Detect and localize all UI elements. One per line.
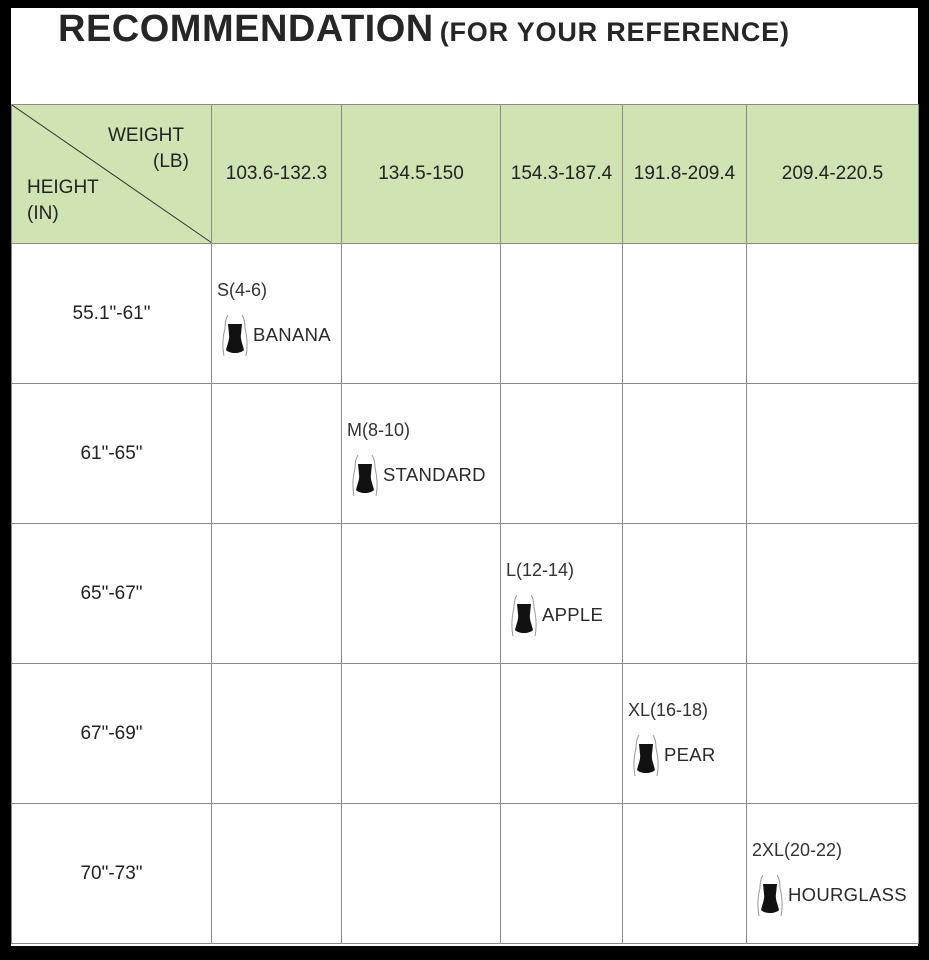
weight-header-1: 103.6-132.3 — [212, 105, 342, 244]
corner-header-cell — [12, 105, 212, 244]
title-sub: (FOR YOUR REFERENCE) — [439, 17, 790, 47]
body-shape-label: APPLE — [542, 604, 604, 625]
page-title — [58, 8, 790, 51]
empty-cell — [501, 804, 623, 944]
table-row — [12, 804, 919, 944]
empty-cell — [623, 804, 747, 944]
weight-header-5: 209.4-220.5 — [747, 105, 919, 244]
height-range-cell: 61"-65" — [12, 384, 212, 524]
empty-cell — [747, 244, 919, 384]
empty-cell — [623, 524, 747, 664]
body-shape — [629, 732, 716, 778]
body-shape — [348, 452, 486, 498]
standard-body-icon — [348, 452, 382, 498]
empty-cell — [623, 244, 747, 384]
empty-cell — [342, 664, 501, 804]
body-shape-label: PEAR — [664, 744, 716, 765]
body-shape-label: HOURGLASS — [788, 884, 907, 905]
body-shape-label: BANANA — [253, 324, 331, 345]
body-shape-label: STANDARD — [383, 464, 486, 485]
recommendation-cell — [212, 244, 342, 384]
recommendation-cell — [501, 524, 623, 664]
empty-cell — [501, 664, 623, 804]
table-row — [12, 384, 919, 524]
title-main: RECOMMENDATION — [58, 8, 434, 50]
pear-body-icon — [629, 732, 663, 778]
recommendation-cell — [623, 664, 747, 804]
weight-header-2: 134.5-150 — [342, 105, 501, 244]
body-shape — [218, 312, 331, 358]
table-row — [12, 244, 919, 384]
empty-cell — [501, 384, 623, 524]
table-row — [12, 664, 919, 804]
height-label: HEIGHT — [27, 177, 99, 198]
empty-cell — [212, 804, 342, 944]
size-label: S(4-6) — [217, 280, 268, 300]
size-label: M(8-10) — [347, 420, 411, 440]
height-range-cell: 67"-69" — [12, 664, 212, 804]
size-label: XL(16-18) — [628, 700, 709, 720]
empty-cell — [747, 524, 919, 664]
size-table — [11, 104, 919, 944]
empty-cell — [747, 664, 919, 804]
empty-cell — [623, 384, 747, 524]
empty-cell — [212, 664, 342, 804]
table-row — [12, 524, 919, 664]
empty-cell — [342, 804, 501, 944]
weight-unit-label: (LB) — [153, 151, 189, 172]
height-range-cell: 55.1"-61" — [12, 244, 212, 384]
apple-body-icon — [507, 592, 541, 638]
height-range-cell: 70"-73" — [12, 804, 212, 944]
empty-cell — [212, 524, 342, 664]
weight-header-3: 154.3-187.4 — [501, 105, 623, 244]
height-range-cell: 65"-67" — [12, 524, 212, 664]
size-label: 2XL(20-22) — [752, 840, 843, 860]
recommendation-cell — [342, 384, 501, 524]
hourglass-body-icon — [753, 872, 787, 918]
weight-header-4: 191.8-209.4 — [623, 105, 747, 244]
size-label: L(12-14) — [506, 560, 575, 580]
recommendation-cell — [747, 804, 919, 944]
header-row — [12, 105, 919, 244]
body-shape — [753, 872, 907, 918]
empty-cell — [342, 244, 501, 384]
empty-cell — [342, 524, 501, 664]
body-shape — [507, 592, 603, 638]
height-unit-label: (IN) — [27, 203, 59, 224]
empty-cell — [212, 384, 342, 524]
empty-cell — [501, 244, 623, 384]
empty-cell — [747, 384, 919, 524]
banana-body-icon — [218, 312, 252, 358]
size-chart-sheet — [11, 8, 918, 946]
weight-label: WEIGHT — [108, 125, 184, 146]
